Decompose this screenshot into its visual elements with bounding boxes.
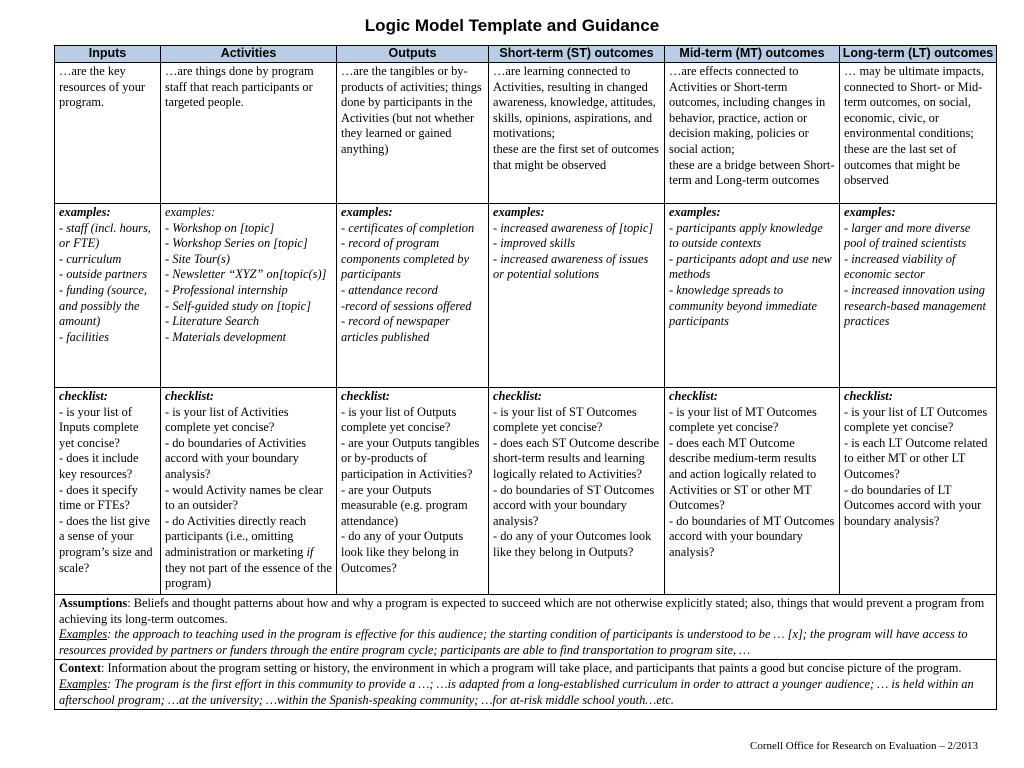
checklist-label: checklist: xyxy=(165,389,214,403)
list-item: - staff (incl. hours, or FTE) xyxy=(59,220,151,251)
list-item: - is your list of MT Outcomes complete yet concise? xyxy=(669,404,817,435)
st-description: …are learning connected to Activities, resulting in changed awareness, knowledge, attitudes, skills, opinions, aspirations, and motivations; these are the first set of outcomes that might be observed xyxy=(489,63,665,204)
list-item: - increased awareness of issues or potential solutions xyxy=(493,251,649,282)
list-item: - Literature Search xyxy=(165,314,260,329)
list-item: - does it specify time or FTEs? xyxy=(59,482,138,513)
mt-checklist xyxy=(665,388,840,595)
list-item: - record of program components completed by participants xyxy=(341,236,469,282)
inputs-examples xyxy=(55,204,161,388)
list-item: - is your list of ST Outcomes complete yet concise? xyxy=(493,404,637,435)
outputs-description: …are the tangibles or by-products of activities; things done by participants in the Activities (but not whether they learned or gained anything) xyxy=(337,63,489,204)
header-activities: Activities xyxy=(161,46,337,63)
checklist-label: checklist: xyxy=(844,389,893,403)
list-item: - certificates of completion xyxy=(341,220,475,235)
lt-description: … may be ultimate impacts, connected to Short- or Mid-term outcomes, on social, economic, civic, or environmental conditions; these are the last set of outcomes that might be observed xyxy=(840,63,997,204)
list-item: - are your Outputs measurable (e.g. program attendance) xyxy=(341,482,468,528)
context-text: : Information about the program setting or history, the environment in which a program will take place, and participants that paints a good but concise picture of the program. xyxy=(100,661,962,676)
list-item: - do boundaries of ST Outcomes accord with your boundary analysis? xyxy=(493,482,655,528)
list-item: - increased innovation using research-based management practices xyxy=(844,282,986,329)
assumptions-examples-text: : the approach to teaching used in the program is effective for this audience; the starting condition of participants is understood to be … [x]; the program will have access to resources provided by partners or funders through the entire program cycle; participants are able to find transportation to program site, … xyxy=(59,627,968,657)
header-outputs: Outputs xyxy=(337,46,489,63)
header-mt-outcomes: Mid-term (MT) outcomes xyxy=(665,46,840,63)
list-item: - attendance record xyxy=(341,282,438,297)
context-label: Context xyxy=(59,661,101,676)
context-row xyxy=(55,660,997,710)
list-item: - Professional internship xyxy=(165,282,288,297)
assumptions-examples-label: Examples xyxy=(59,627,108,642)
header-inputs: Inputs xyxy=(55,46,161,63)
activities-examples xyxy=(161,204,337,388)
page-title: Logic Model Template and Guidance xyxy=(364,16,660,35)
list-item: - does each ST Outcome describe short-term results and learning logically related to Activities? xyxy=(493,435,659,481)
list-item: - Workshop Series on [topic] xyxy=(165,236,308,251)
list-item: - do any of your Outputs look like they belong in Outcomes? xyxy=(341,529,464,575)
list-item: - does each MT Outcome describe medium-term results and action logically related to Activities or ST or other MT Outcomes? xyxy=(669,435,817,513)
context-examples-label: Examples xyxy=(59,676,108,691)
list-item: - Self-guided study on [topic] xyxy=(165,298,311,313)
list-item: - do boundaries of LT Outcomes accord with your boundary analysis? xyxy=(844,482,982,528)
list-item: - outside partners xyxy=(59,267,148,282)
outputs-checklist xyxy=(337,388,489,595)
examples-label: examples: xyxy=(59,205,111,219)
list-item: - Site Tour(s) xyxy=(165,251,230,266)
context-cell xyxy=(55,660,997,710)
list-item: - is your list of Inputs complete yet concise? xyxy=(59,404,139,450)
list-item: - larger and more diverse pool of trained scientists xyxy=(844,220,971,251)
list-item: - would Activity names be clear to an outsider? xyxy=(165,482,323,513)
checklist-label: checklist: xyxy=(59,389,108,403)
list-item: - do Activities directly reach participants (i.e., omitting administration or marketing if they not part of the essence of the program) xyxy=(165,513,332,591)
list-item: - Materials development xyxy=(165,329,287,344)
footer-credit: Cornell Office for Research on Evaluation – 2/2013 xyxy=(750,740,978,752)
list-item: - Workshop on [topic] xyxy=(165,220,275,235)
assumptions-cell xyxy=(55,595,997,660)
list-item: - participants adopt and use new methods xyxy=(669,251,832,282)
activities-checklist xyxy=(161,388,337,595)
assumptions-row xyxy=(55,595,997,660)
list-item: - Newsletter “XYZ” on[topic(s)] xyxy=(165,267,327,282)
list-item: - do boundaries of MT Outcomes accord with your boundary analysis? xyxy=(669,513,835,559)
header-st-outcomes: Short-term (ST) outcomes xyxy=(489,46,665,63)
list-item: - are your Outputs tangibles or by-products of participation in Activities? xyxy=(341,435,480,481)
examples-row xyxy=(55,204,997,388)
context-examples-text: : The program is the first effort in this community to provide a …; …is adapted from a long-established curriculum in order to attract a younger audience; … is held within an afterschool program; …at the university; …within the Spanish-speaking community; …for at-risk middle school youth…etc. xyxy=(59,676,974,707)
mt-examples xyxy=(665,204,840,388)
checklist-label: checklist: xyxy=(669,389,718,403)
logic-model-table xyxy=(54,45,997,710)
list-item: - do boundaries of Activities accord with your boundary analysis? xyxy=(165,435,307,481)
outputs-examples xyxy=(337,204,489,388)
st-examples xyxy=(489,204,665,388)
inputs-description: …are the key resources of your program. xyxy=(55,63,161,204)
list-item: - is your list of LT Outcomes complete yet concise? xyxy=(844,404,988,435)
header-lt-outcomes: Long-term (LT) outcomes xyxy=(840,46,997,63)
list-item: - do any of your Outcomes look like they belong in Outputs? xyxy=(493,529,652,559)
list-item: - is your list of Outputs complete yet concise? xyxy=(341,404,457,435)
activities-description: …are things done by program staff that reach participants or targeted people. xyxy=(161,63,337,204)
list-item: - increased viability of economic sector xyxy=(844,251,956,282)
list-item: - does it include key resources? xyxy=(59,451,139,481)
examples-label: examples: xyxy=(341,205,393,219)
list-item: - record of newspaper articles published xyxy=(341,314,450,344)
mt-description: …are effects connected to Activities or Short-term outcomes, including changes in behavior, practice, action or decision making, policies or social action; these are a bridge between Short-term and Long-term outcomes xyxy=(665,63,840,204)
examples-label: examples: xyxy=(669,205,721,219)
checklist-label: checklist: xyxy=(493,389,542,403)
list-item: - participants apply knowledge to outside contexts xyxy=(669,220,823,251)
checklist-label: checklist: xyxy=(341,389,390,403)
lt-examples xyxy=(840,204,997,388)
description-row xyxy=(55,63,997,204)
header-row xyxy=(55,46,997,63)
checklist-row xyxy=(55,388,997,595)
list-item: - increased awareness of [topic] xyxy=(493,220,654,235)
assumptions-label: Assumptions xyxy=(59,596,128,610)
lt-checklist xyxy=(840,388,997,595)
list-item: - curriculum xyxy=(59,251,122,266)
examples-label: examples: xyxy=(493,205,545,219)
list-item: - facilities xyxy=(59,329,109,344)
examples-label: examples: xyxy=(165,205,216,219)
examples-label: examples: xyxy=(844,205,896,219)
list-item: - is your list of Activities complete yet concise? xyxy=(165,404,289,435)
list-item: - does the list give a sense of your program’s size and scale? xyxy=(59,513,153,575)
list-item: - improved skills xyxy=(493,236,576,251)
list-item: - funding (source, and possibly the amount) xyxy=(59,282,147,329)
list-item: -record of sessions offered xyxy=(341,298,472,313)
assumptions-text: : Beliefs and thought patterns about how and why a program is expected to succeed which are not otherwise explicitly stated; also, things that would prevent a program from achieving its long-term outcomes. xyxy=(59,596,985,626)
inputs-checklist xyxy=(55,388,161,595)
list-item: - is each LT Outcome related to either MT or other LT Outcomes? xyxy=(844,435,988,481)
st-checklist xyxy=(489,388,665,595)
list-item: - knowledge spreads to community beyond immediate participants xyxy=(669,282,817,329)
